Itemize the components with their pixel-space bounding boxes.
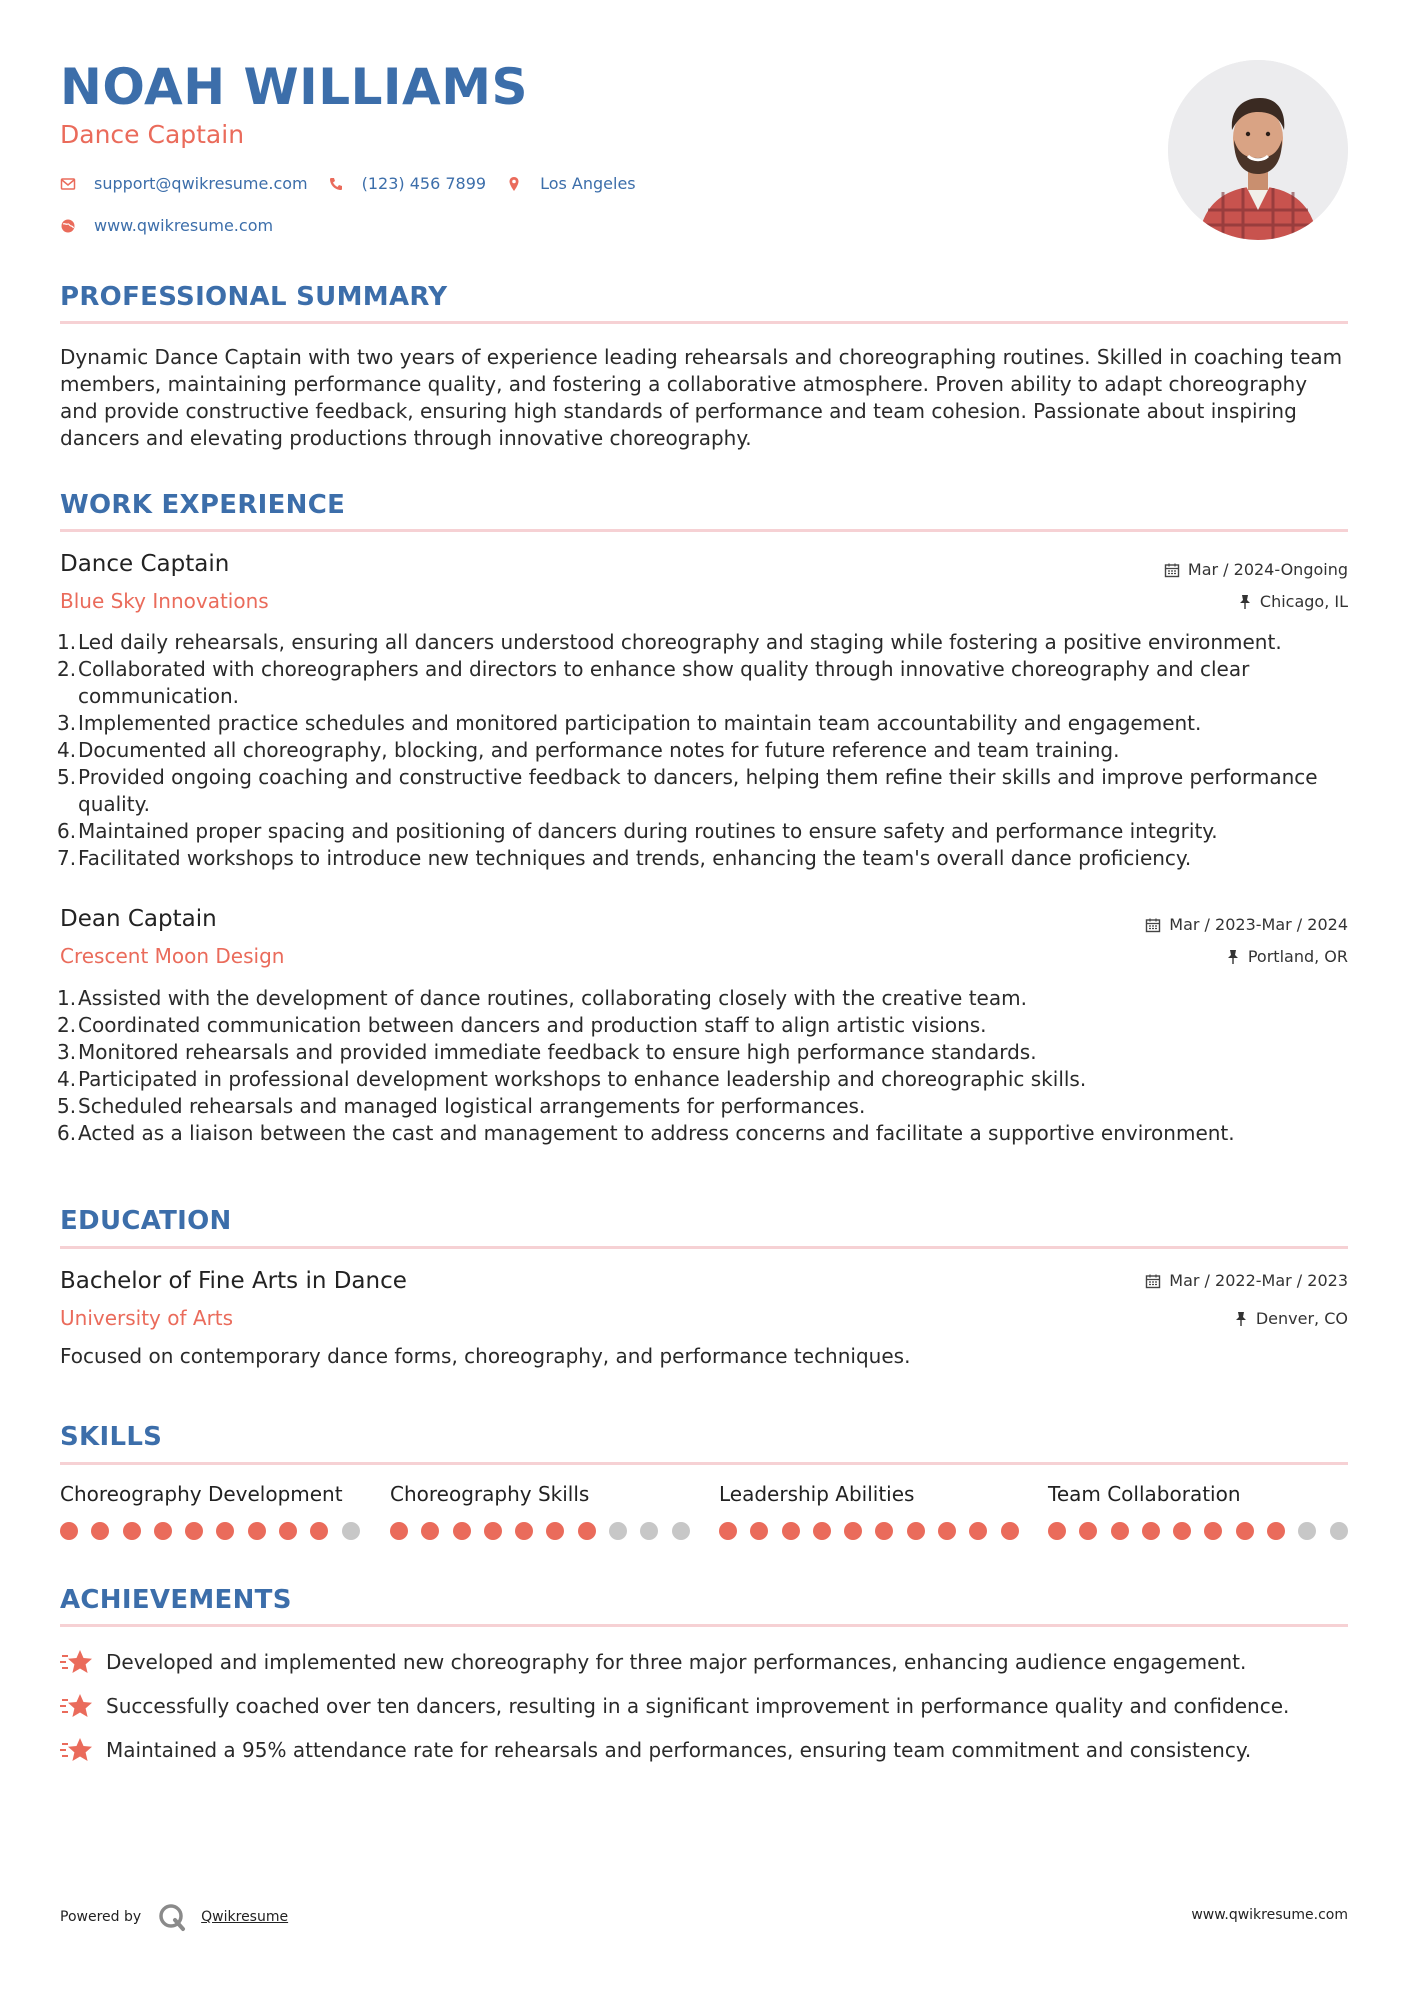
rating-dot-empty xyxy=(1330,1522,1348,1540)
skill-item xyxy=(719,1482,1039,1540)
rating-dot-filled xyxy=(1111,1522,1129,1540)
achievement-text: Successfully coached over ten dancers, resulting in a significant improvement in performance quality and confidence. xyxy=(106,1694,1290,1718)
list-item: Provided ongoing coaching and constructive feedback to dancers, helping them refine their skills and improve performance quality. xyxy=(78,765,1318,816)
list-item: Facilitated workshops to introduce new techniques and trends, enhancing the team's overall dance proficiency. xyxy=(78,846,1192,870)
list-item: Maintained proper spacing and positioning of dancers during routines to ensure safety and performance integrity. xyxy=(78,819,1218,843)
rating-dot-filled xyxy=(515,1522,533,1540)
achievement-item xyxy=(60,1648,1246,1676)
list-item: Implemented practice schedules and monitored participation to maintain team accountability and engagement. xyxy=(78,711,1202,735)
map-pin-icon xyxy=(506,176,522,192)
footer-url[interactable]: www.qwikresume.com xyxy=(1191,1907,1348,1923)
rating-dot-filled xyxy=(123,1522,141,1540)
job-dates xyxy=(1164,560,1348,579)
job-location-text: Chicago, IL xyxy=(1259,592,1348,611)
rating-dot-filled xyxy=(453,1522,471,1540)
skill-rating xyxy=(60,1522,380,1540)
list-item: Collaborated with choreographers and directors to enhance show quality through innovative choreography and clear communication. xyxy=(78,657,1250,708)
school-name: University of Arts xyxy=(60,1306,234,1330)
rating-dot-filled xyxy=(1079,1522,1097,1540)
rating-dot-filled xyxy=(813,1522,831,1540)
brand-link[interactable]: Qwikresume xyxy=(201,1909,289,1925)
star-icon xyxy=(60,1648,94,1676)
section-divider xyxy=(60,321,1348,324)
profile-photo xyxy=(1168,60,1348,240)
skill-rating xyxy=(719,1522,1039,1540)
rating-dot-filled xyxy=(248,1522,266,1540)
section-divider xyxy=(60,1246,1348,1249)
rating-dot-filled xyxy=(1236,1522,1254,1540)
location-item xyxy=(506,174,636,193)
degree-title: Bachelor of Fine Arts in Dance xyxy=(60,1268,407,1294)
list-item: Participated in professional development workshops to enhance leadership and choreographic skills. xyxy=(78,1067,1087,1091)
achievements-heading: ACHIEVEMENTS xyxy=(60,1585,292,1615)
website-item[interactable] xyxy=(60,216,273,235)
skill-item xyxy=(1048,1482,1368,1540)
skill-name: Leadership Abilities xyxy=(719,1482,915,1506)
skill-rating xyxy=(1048,1522,1368,1540)
skill-item xyxy=(390,1482,710,1540)
list-item: Coordinated communication between dancers and production staff to align artistic visions. xyxy=(78,1013,987,1037)
achievement-item xyxy=(60,1692,1289,1720)
achievement-text: Maintained a 95% attendance rate for rehearsals and performances, ensuring team commitment and consistency. xyxy=(106,1738,1252,1762)
education-dates-text: Mar / 2022-Mar / 2023 xyxy=(1169,1271,1348,1290)
education-location xyxy=(1234,1309,1348,1328)
star-icon xyxy=(60,1692,94,1720)
skill-name: Team Collaboration xyxy=(1048,1482,1241,1506)
job-location xyxy=(1238,592,1348,611)
job-dates-text: Mar / 2023-Mar / 2024 xyxy=(1169,915,1348,934)
candidate-title: Dance Captain xyxy=(60,120,245,149)
rating-dot-filled xyxy=(750,1522,768,1540)
phone-item[interactable] xyxy=(328,174,486,193)
rating-dot-filled xyxy=(421,1522,439,1540)
rating-dot-filled xyxy=(1048,1522,1066,1540)
rating-dot-filled xyxy=(1001,1522,1019,1540)
rating-dot-filled xyxy=(484,1522,502,1540)
rating-dot-empty xyxy=(672,1522,690,1540)
job-title: Dance Captain xyxy=(60,551,230,577)
candidate-name: NOAH WILLIAMS xyxy=(60,58,528,116)
rating-dot-empty xyxy=(609,1522,627,1540)
rating-dot-filled xyxy=(1173,1522,1191,1540)
rating-dot-filled xyxy=(60,1522,78,1540)
email-item[interactable] xyxy=(60,174,308,193)
job-dates xyxy=(1145,915,1348,934)
contact-row xyxy=(60,174,656,193)
skill-rating xyxy=(390,1522,710,1540)
rating-dot-filled xyxy=(91,1522,109,1540)
job-title: Dean Captain xyxy=(60,906,217,932)
pushpin-icon xyxy=(1238,594,1252,610)
list-item: Monitored rehearsals and provided immediate feedback to ensure high performance standards. xyxy=(78,1040,1037,1064)
achievement-text: Developed and implemented new choreography for three major performances, enhancing audience engagement. xyxy=(106,1650,1247,1674)
rating-dot-filled xyxy=(719,1522,737,1540)
section-divider xyxy=(60,1462,1348,1465)
job-dates-text: Mar / 2024-Ongoing xyxy=(1187,560,1348,579)
qwikresume-logo-icon xyxy=(157,1902,187,1932)
list-item: Led daily rehearsals, ensuring all dancers understood choreography and staging while fostering a positive environment. xyxy=(78,630,1282,654)
rating-dot-filled xyxy=(938,1522,956,1540)
skill-name: Choreography Skills xyxy=(390,1482,590,1506)
section-divider xyxy=(60,529,1348,532)
summary-heading: PROFESSIONAL SUMMARY xyxy=(60,282,448,312)
education-description: Focused on contemporary dance forms, choreography, and performance techniques. xyxy=(60,1344,911,1368)
skill-name: Choreography Development xyxy=(60,1482,343,1506)
website-row xyxy=(60,216,293,235)
rating-dot-filled xyxy=(390,1522,408,1540)
email-text: support@qwikresume.com xyxy=(94,174,308,193)
rating-dot-empty xyxy=(640,1522,658,1540)
summary-text: Dynamic Dance Captain with two years of experience leading rehearsals and choreographing routines. Skilled in coaching team members, maintaining performance quality, and fostering a collaborative atmosphere. Proven ability to adapt choreography and provide constructive feedback, ensuring high standards of performance and team cohesion. Passionate about inspiring dancers and elevating productions through innovative choreography. xyxy=(60,345,1343,450)
rating-dot-filled xyxy=(1204,1522,1222,1540)
profile-photo-illustration xyxy=(1168,60,1348,240)
job-location xyxy=(1226,947,1348,966)
rating-dot-empty xyxy=(1298,1522,1316,1540)
phone-text: (123) 456 7899 xyxy=(361,174,487,193)
globe-icon xyxy=(60,218,76,234)
rating-dot-filled xyxy=(969,1522,987,1540)
rating-dot-filled xyxy=(578,1522,596,1540)
calendar-icon xyxy=(1145,917,1161,933)
job-responsibilities xyxy=(60,985,1350,1147)
rating-dot-filled xyxy=(782,1522,800,1540)
rating-dot-filled xyxy=(279,1522,297,1540)
list-item: Scheduled rehearsals and managed logistical arrangements for performances. xyxy=(78,1094,866,1118)
calendar-icon xyxy=(1145,1273,1161,1289)
powered-by-label: Powered by xyxy=(60,1909,142,1925)
rating-dot-filled xyxy=(310,1522,328,1540)
rating-dot-filled xyxy=(185,1522,203,1540)
skill-item xyxy=(60,1482,380,1540)
job-responsibilities xyxy=(60,629,1350,872)
education-heading: EDUCATION xyxy=(60,1206,232,1236)
website-text: www.qwikresume.com xyxy=(94,216,274,235)
education-location-text: Denver, CO xyxy=(1255,1309,1348,1328)
rating-dot-filled xyxy=(216,1522,234,1540)
skills-heading: SKILLS xyxy=(60,1422,163,1452)
list-item: Assisted with the development of dance routines, collaborating closely with the creative team. xyxy=(78,986,1027,1010)
rating-dot-filled xyxy=(844,1522,862,1540)
section-divider xyxy=(60,1624,1348,1627)
company-name: Crescent Moon Design xyxy=(60,944,285,968)
rating-dot-filled xyxy=(154,1522,172,1540)
envelope-icon xyxy=(60,176,76,192)
list-item: Documented all choreography, blocking, and performance notes for future reference and team training. xyxy=(78,738,1120,762)
rating-dot-filled xyxy=(875,1522,893,1540)
calendar-icon xyxy=(1164,562,1180,578)
rating-dot-filled xyxy=(1267,1522,1285,1540)
company-name: Blue Sky Innovations xyxy=(60,589,269,613)
footer-powered-by xyxy=(60,1902,288,1932)
phone-icon xyxy=(328,176,344,192)
rating-dot-filled xyxy=(907,1522,925,1540)
pushpin-icon xyxy=(1226,949,1240,965)
achievement-item xyxy=(60,1736,1251,1764)
rating-dot-filled xyxy=(1142,1522,1160,1540)
star-icon xyxy=(60,1736,94,1764)
job-location-text: Portland, OR xyxy=(1247,947,1348,966)
education-dates xyxy=(1145,1271,1348,1290)
rating-dot-filled xyxy=(546,1522,564,1540)
experience-heading: WORK EXPERIENCE xyxy=(60,490,346,520)
pushpin-icon xyxy=(1234,1311,1248,1327)
location-text: Los Angeles xyxy=(540,174,636,193)
list-item: Acted as a liaison between the cast and management to address concerns and facilitate a supportive environment. xyxy=(78,1121,1235,1145)
rating-dot-empty xyxy=(342,1522,360,1540)
